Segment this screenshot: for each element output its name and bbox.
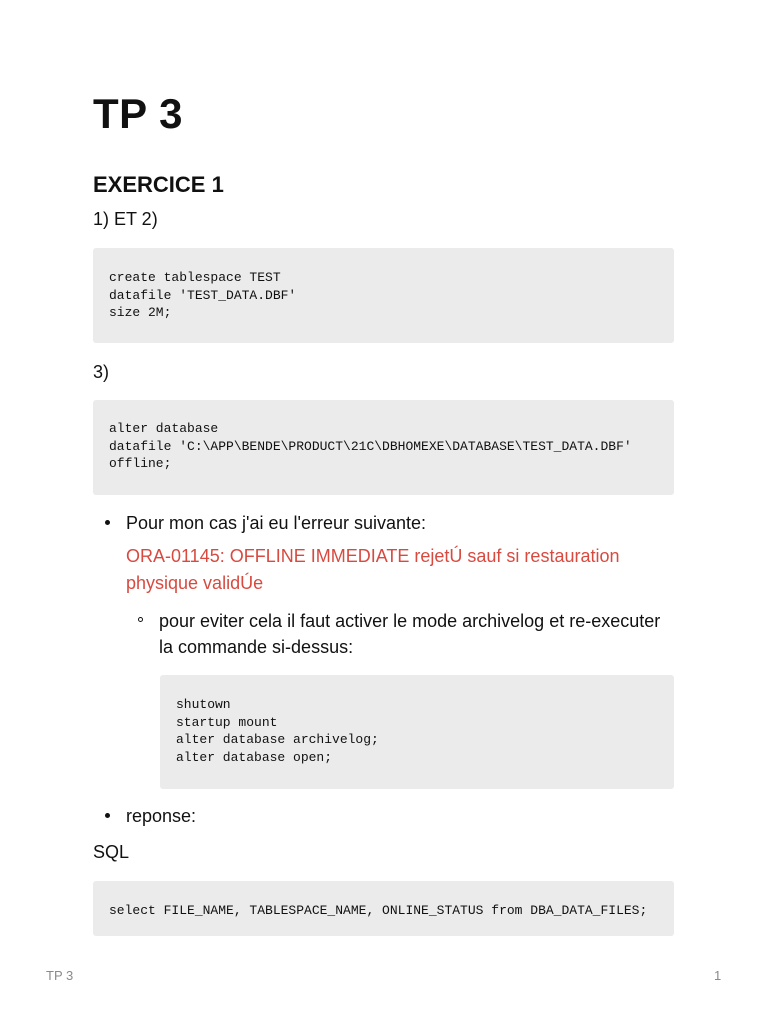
step-1-2-label: 1) ET 2) — [93, 209, 158, 229]
document-title: TP 3 — [93, 90, 183, 137]
sub-bullet-circle — [138, 617, 143, 622]
sub-bullet-line-2: la commande si-dessus: — [159, 637, 354, 657]
error-message-line-2: physique validÚe — [126, 573, 264, 593]
bullet-reponse: reponse: — [126, 806, 197, 826]
code-block-create-tablespace: create tablespace TEST datafile 'TEST_DATA.DBF' size 2M; — [93, 248, 674, 343]
error-message-line-1: ORA-01145: OFFLINE IMMEDIATE rejetÚ sauf si restauration — [126, 546, 620, 566]
footer-page-number: 1 — [714, 968, 722, 983]
bullet-dot — [105, 813, 110, 818]
bullet-dot — [105, 520, 110, 525]
sql-label: SQL — [93, 842, 130, 862]
sub-bullet-line-1: pour eviter cela il faut activer le mode archivelog et re-executer — [159, 611, 661, 631]
code-block-alter-database: alter database datafile 'C:\APP\BENDE\PRODUCT\21C\DBHOMEXE\DATABASE\TEST_DATA.DBF' offline; — [93, 400, 674, 495]
exercise-heading: EXERCICE 1 — [93, 172, 224, 197]
bullet-error-intro: Pour mon cas j'ai eu l'erreur suivante: — [126, 513, 427, 533]
step-3-label: 3) — [93, 362, 110, 382]
code-block-archivelog: shutown startup mount alter database archivelog; alter database open; — [160, 675, 674, 789]
footer-title: TP 3 — [46, 968, 74, 983]
code-block-select-datafiles: select FILE_NAME, TABLESPACE_NAME, ONLINE_STATUS from DBA_DATA_FILES; — [93, 881, 674, 936]
